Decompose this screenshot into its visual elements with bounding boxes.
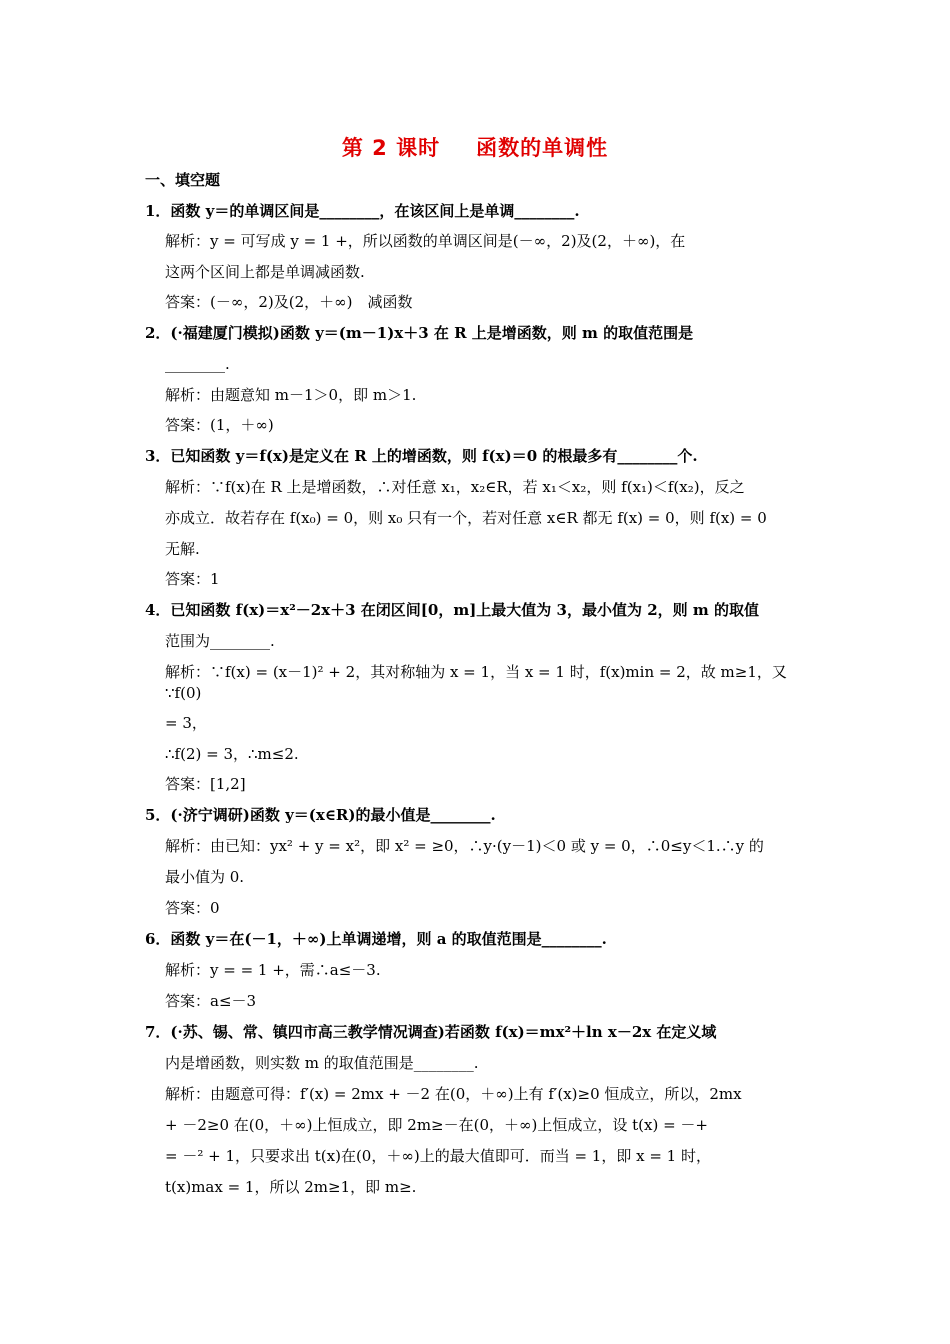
- analysis-1-line-1: 解析：y = 可写成 y = 1 +，所以函数的单调区间是(－∞，2)及(2，＋∞)，在: [165, 232, 686, 250]
- question-5: 5．(·济宁调研)函数 y＝(x∈R)的最小值是________.: [145, 806, 496, 824]
- answer-4: 答案：[1,2]: [165, 775, 246, 793]
- analysis-4-line-2: ∵f(0): [165, 684, 202, 702]
- answer-1: 答案：(－∞，2)及(2，＋∞) 减函数: [165, 293, 413, 311]
- page-title: [0, 132, 950, 162]
- question-4: 4．已知函数 f(x)＝x²－2x＋3 在闭区间[0，m]上最大值为 3，最小值为 2，则 m 的取值: [145, 601, 759, 619]
- analysis-2: 解析：由题意知 m－1＞0，即 m＞1.: [165, 386, 417, 404]
- question-3: 3．已知函数 y＝f(x)是定义在 R 上的增函数，则 f(x)＝0 的根最多有________个.: [145, 447, 698, 465]
- analysis-6: 解析：y = = 1 +，需∴a≤－3.: [165, 961, 381, 979]
- question-2-blank: ________.: [165, 355, 230, 373]
- analysis-5-line-2: 最小值为 0.: [165, 868, 245, 886]
- analysis-3-line-2: 亦成立．故若存在 f(x₀) = 0，则 x₀ 只有一个，若对任意 x∈R 都无 f(x) = 0，则 f(x) = 0: [165, 509, 767, 527]
- analysis-3-line-1: 解析：∵f(x)在 R 上是增函数，∴对任意 x₁，x₂∈R，若 x₁＜x₂，则 f(x₁)＜f(x₂)，反之: [165, 478, 745, 496]
- answer-5: 答案：0: [165, 899, 220, 917]
- analysis-7-line-1: 解析：由题意可得：f′(x) = 2mx + －2 在(0，＋∞)上有 f′(x)≥0 恒成立，所以，2mx: [165, 1085, 742, 1103]
- answer-6: 答案：a≤－3: [165, 992, 257, 1010]
- analysis-3-line-3: 无解.: [165, 540, 200, 558]
- question-2: 2．(·福建厦门模拟)函数 y＝(m－1)x＋3 在 R 上是增函数，则 m 的取值范围是: [145, 324, 694, 342]
- analysis-7-line-2: + －2≥0 在(0，＋∞)上恒成立，即 2m≥－在(0，＋∞)上恒成立，设 t(x) = －+: [165, 1116, 708, 1134]
- analysis-4-line-1: 解析：∵f(x) = (x－1)² + 2，其对称轴为 x = 1，当 x = 1 时，f(x)min = 2，故 m≥1，又: [165, 663, 787, 681]
- answer-3: 答案：1: [165, 570, 220, 588]
- analysis-4-line-3: = 3，: [165, 714, 207, 732]
- title-lesson: 第 2 课时: [341, 136, 441, 160]
- section-heading: 一、填空题: [145, 171, 221, 189]
- question-7-line-2: 内是增函数，则实数 m 的取值范围是________.: [165, 1054, 479, 1072]
- question-4-line-2: 范围为________.: [165, 632, 275, 650]
- analysis-4-line-4: ∴f(2) = 3，∴m≤2.: [165, 745, 299, 763]
- analysis-5-line-1: 解析：由已知：yx² + y = x²，即 x² = ≥0，∴y·(y－1)＜0 或 y = 0，∴0≤y＜1.∴y 的: [165, 837, 764, 855]
- question-7: 7．(·苏、锡、常、镇四市高三教学情况调查)若函数 f(x)＝mx²＋ln x－2x 在定义域: [145, 1023, 717, 1041]
- analysis-1-line-2: 这两个区间上都是单调减函数.: [165, 263, 365, 281]
- analysis-7-line-4: t(x)max = 1，所以 2m≥1，即 m≥.: [165, 1178, 417, 1196]
- analysis-7-line-3: = －² + 1，只要求出 t(x)在(0，＋∞)上的最大值即可．而当 = 1，即 x = 1 时，: [165, 1147, 711, 1165]
- question-1: 1．函数 y＝的单调区间是________，在该区间上是单调________.: [145, 202, 580, 220]
- title-topic: 函数的单调性: [476, 136, 609, 160]
- answer-2: 答案：(1，＋∞): [165, 416, 274, 434]
- question-6: 6．函数 y＝在(－1，＋∞)上单调递增，则 a 的取值范围是________.: [145, 930, 607, 948]
